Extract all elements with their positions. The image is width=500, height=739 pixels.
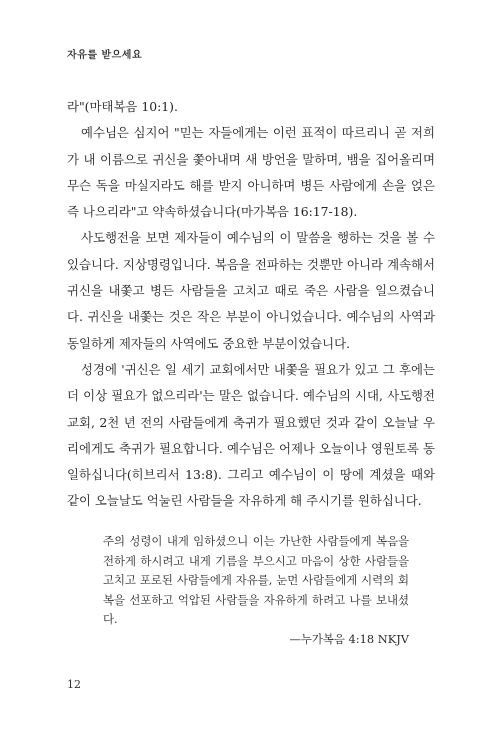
body-text bbox=[67, 94, 435, 515]
paragraph: 예수님은 심지어 "믿는 자들에게는 이런 표적이 따르리니 곧 저희가 내 이름으로 귀신을 쫓아내며 새 방언을 말하며, 뱀을 집어올리며 무슨 독을 마실지라도 해를 받지 아니하며 병든 사람에게 손을 얹은즉 나으리라"고 약속하셨습니다(마가복음 16:17-18). bbox=[67, 125, 435, 220]
quote-text: 주의 성령이 내게 임하셨으니 이는 가난한 사람들에게 복음을 전하게 하시려고 내게 기름을 부으시고 마음이 상한 사람들을 고치고 포로된 사람들에게 자유를, 눈먼 사람들에게 시력의 회복을 선포하고 억압된 사람들을 자유하게 하려고 나를 보내셨다. bbox=[103, 534, 409, 627]
paragraph-continuation: 라"(마태복음 10:1). bbox=[67, 99, 178, 114]
paragraph: 사도행전을 보면 제자들이 예수님의 이 말씀을 행하는 것을 볼 수 있습니다. 지상명령입니다. 복음을 전파하는 것뿐만 아니라 계속해서 귀신을 내쫓고 병든 사람들을 고치고 때로 죽은 사람을 일으켰습니다. 귀신을 내쫓는 것은 작은 부분이 아니었습니다. 예수님의 사역과 동일하게 제자들의 사역에도 중요한 부분이었습니다. bbox=[67, 230, 435, 351]
paragraph: 성경에 '귀신은 일 세기 교회에서만 내쫓을 필요가 있고 그 후에는 더 이상 필요가 없으리라'는 말은 없습니다. 예수님의 시대, 사도행전 교회, 2천 년 전의 사람들에게 축귀가 필요했던 것과 같이 오늘날 우리에게도 축귀가 필요합니다. 예수님은 어제나 오늘이나 영원토록 동일하십니다(히브리서 13:8). 그리고 예수님이 이 땅에 계셨을 때와 같이 오늘날도 억눌린 사람들을 자유하게 해 주시기를 원하십니다. bbox=[67, 361, 435, 509]
block-quote bbox=[103, 532, 409, 650]
quote-source: —누가복음 4:18 NKJV bbox=[289, 631, 409, 646]
running-header: 자유를 받으세요 bbox=[67, 50, 143, 61]
page-number: 12 bbox=[67, 678, 81, 691]
